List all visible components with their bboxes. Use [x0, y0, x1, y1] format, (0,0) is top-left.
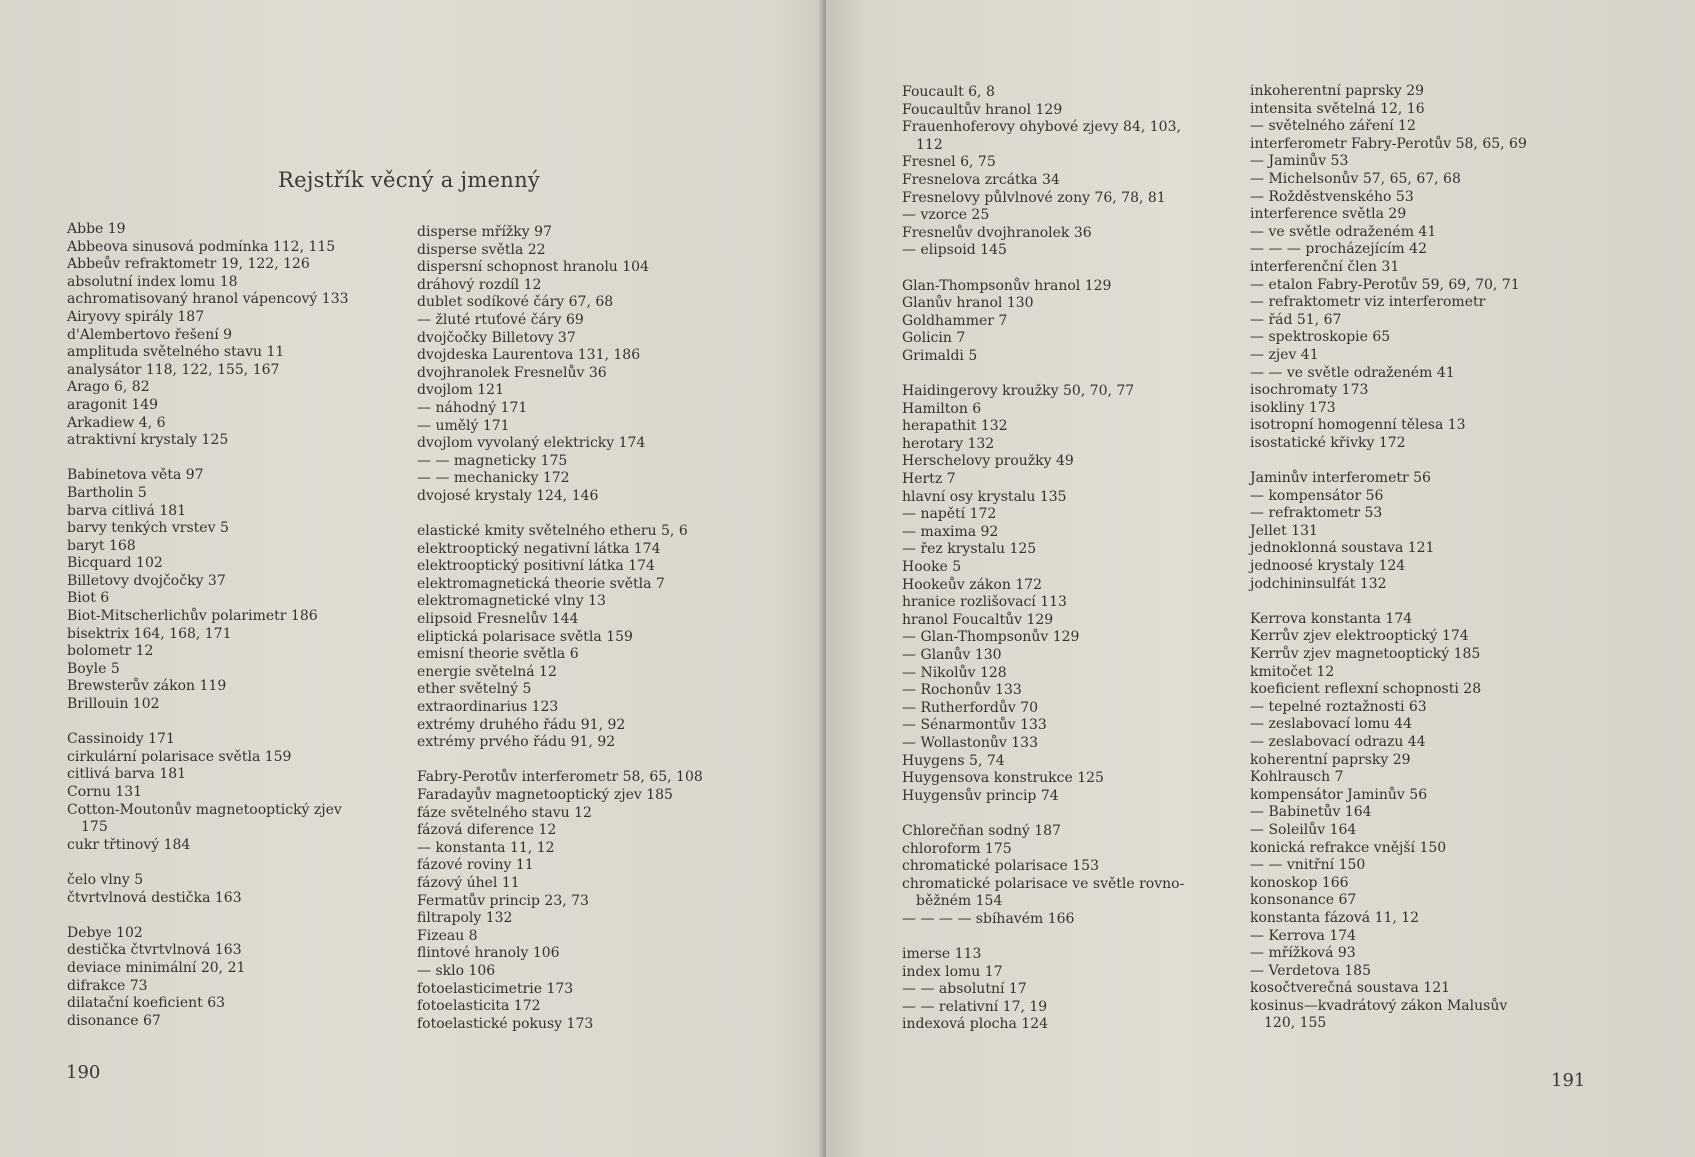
index-column-right-1 [902, 84, 1184, 1034]
index-entry: disperse světla 22 [417, 241, 546, 258]
index-entry: interferometr Fabry-Perotův 58, 65, 69 [1250, 135, 1527, 152]
index-entry: Bicquard 102 [67, 555, 163, 572]
index-entry: — ve světle odraženém 41 [1250, 223, 1437, 240]
index-entry: atraktivní krystaly 125 [67, 432, 229, 449]
index-entry: elektromagnetická theorie světla 7 [417, 575, 665, 592]
index-entry: Herschelovy proužky 49 [902, 453, 1074, 470]
index-entry: — žluté rtuťové čáry 69 [417, 311, 584, 328]
index-entry: — řez krystalu 125 [902, 541, 1037, 558]
index-entry: fázová diference 12 [417, 822, 557, 839]
index-entry: — Glan-Thompsonův 129 [902, 629, 1080, 646]
index-entry: achromatisovaný hranol vápencový 133 [67, 291, 349, 308]
index-entry: intensita světelná 12, 16 [1250, 100, 1425, 117]
index-entry: ether světelný 5 [417, 681, 532, 698]
index-entry: deviace minimální 20, 21 [67, 959, 246, 976]
index-entry: Kohlrausch 7 [1250, 769, 1344, 786]
index-column-left-2 [417, 224, 703, 1033]
index-entry: elipsoid Fresnelův 144 [417, 611, 579, 628]
index-entry: — refraktometr viz interferometr [1250, 294, 1486, 311]
index-entry: Biot-Mitscherlichův polarimetr 186 [67, 608, 318, 625]
index-entry: Fresnel 6, 75 [902, 154, 996, 171]
index-entry: elektrooptický negativní látka 174 [417, 540, 661, 557]
index-entry: jodchininsulfát 132 [1250, 575, 1387, 592]
index-entry: — Michelsonův 57, 65, 67, 68 [1250, 170, 1461, 187]
index-entry: Grimaldi 5 [902, 347, 978, 364]
index-entry: — — ve světle odraženém 41 [1250, 364, 1455, 381]
index-entry: fázové roviny 11 [417, 857, 534, 874]
index-entry: Jellet 131 [1250, 522, 1318, 539]
index-entry: indexová plocha 124 [902, 1016, 1049, 1033]
index-entry: — Rochonův 133 [902, 682, 1022, 699]
index-entry: barvy tenkých vrstev 5 [67, 520, 229, 537]
index-entry: Abbe 19 [67, 221, 126, 237]
index-entry: disperse mřížky 97 [417, 224, 552, 240]
index-entry: inkoherentní paprsky 29 [1250, 83, 1425, 99]
index-entry: — řád 51, 67 [1250, 311, 1342, 328]
index-entry: — světelného záření 12 [1250, 118, 1416, 135]
index-entry: Frauenhoferovy ohybové zjevy 84, 103, [902, 119, 1181, 136]
entry-gap [417, 752, 703, 770]
index-entry: Foucaultův hranol 129 [902, 101, 1063, 118]
index-entry: amplituda světelného stavu 11 [67, 344, 285, 361]
index-entry: konoskop 166 [1250, 874, 1349, 891]
index-entry: Goldhammer 7 [902, 312, 1008, 329]
index-entry: — Glanův 130 [902, 647, 1002, 663]
index-entry: Abbeova sinusová podmínka 112, 115 [67, 238, 336, 255]
index-entry: Fermatův princip 23, 73 [417, 892, 589, 909]
index-entry: dvojčočky Billetovy 37 [417, 329, 576, 346]
index-entry: dispersní schopnost hranolu 104 [417, 259, 649, 276]
index-entry: barva citlivá 181 [67, 502, 187, 519]
index-entry: Hooke 5 [902, 559, 962, 576]
index-entry: čelo vlny 5 [67, 871, 144, 888]
index-entry: emisní theorie světla 6 [417, 646, 579, 663]
index-entry: Haidingerovy kroužky 50, 70, 77 [902, 383, 1135, 400]
index-entry: disonance 67 [67, 1012, 161, 1029]
index-entry: Airyovy spirály 187 [67, 308, 205, 325]
index-entry: — zeslabovací lomu 44 [1250, 716, 1412, 733]
index-entry: dilatační koeficient 63 [67, 995, 226, 1012]
index-entry: Kerrův zjev elektrooptický 174 [1250, 628, 1469, 645]
index-entry: Arkadiew 4, 6 [67, 414, 166, 431]
index-entry: herotary 132 [902, 435, 995, 452]
entry-gap [1250, 452, 1527, 470]
index-entry: Glanův hranol 130 [902, 295, 1034, 312]
index-entry: Brewsterův zákon 119 [67, 678, 227, 695]
index-entry: Kerrův zjev magnetooptický 185 [1250, 646, 1481, 662]
index-entry: Fizeau 8 [417, 927, 478, 944]
index-entry: extrémy prvého řádu 91, 92 [417, 734, 616, 751]
page-number-left: 190 [66, 1062, 101, 1083]
index-entry: elektromagnetické vlny 13 [417, 593, 606, 610]
index-entry: Fresnelovy půlvlnové zony 76, 78, 81 [902, 189, 1166, 206]
index-entry: — Rutherfordův 70 [902, 699, 1039, 716]
index-entry: — Sénarmontův 133 [902, 717, 1047, 734]
index-entry: kosinus—kvadrátový zákon Malusův [1250, 997, 1508, 1014]
index-entry: — Babinetův 164 [1250, 804, 1372, 821]
index-entry: koeficient reflexní schopnosti 28 [1250, 681, 1482, 698]
index-entry: Fabry-Perotův interferometr 58, 65, 108 [417, 769, 703, 786]
index-column-left-1 [67, 221, 349, 1030]
index-entry: dvojhranolek Fresnelův 36 [417, 364, 607, 381]
index-entry: interferenční člen 31 [1250, 258, 1400, 275]
index-entry: Cotton-Moutonův magnetooptický zjev [67, 801, 342, 818]
index-entry: isochromaty 173 [1250, 382, 1369, 399]
index-entry: Arago 6, 82 [67, 379, 150, 396]
entry-gap [67, 714, 349, 732]
index-entry: Chlorečňan sodný 187 [902, 822, 1061, 839]
index-entry: — Verdetova 185 [1250, 962, 1371, 979]
index-entry: kmitočet 12 [1250, 663, 1335, 680]
index-entry: — — vnitřní 150 [1250, 857, 1366, 874]
index-entry: — zjev 41 [1250, 346, 1319, 363]
index-entry: isokliny 173 [1250, 399, 1336, 416]
index-entry: flintové hranoly 106 [417, 945, 560, 962]
index-entry: — sklo 106 [417, 962, 496, 979]
right-page [826, 0, 1695, 1157]
index-entry: čtvrtvlnová destička 163 [67, 889, 242, 906]
entry-gap [67, 450, 349, 468]
index-entry: extraordinarius 123 [417, 699, 559, 716]
index-entry: Kerrova konstanta 174 [1250, 610, 1413, 627]
index-entry: — — — procházejícím 42 [1250, 241, 1427, 258]
index-entry: jednoklonná soustava 121 [1250, 540, 1435, 557]
index-entry: Brillouin 102 [67, 696, 160, 713]
index-entry: — etalon Fabry-Perotův 59, 69, 70, 71 [1250, 276, 1520, 293]
index-entry: Golicin 7 [902, 330, 966, 347]
index-entry: — vzorce 25 [902, 207, 990, 224]
index-entry: — Jaminův 53 [1250, 153, 1349, 170]
index-entry: Fresnelova zrcátka 34 [902, 171, 1060, 188]
index-entry: Foucault 6, 8 [902, 84, 995, 100]
index-entry: cukr třtinový 184 [67, 836, 191, 853]
index-entry: Hookeův zákon 172 [902, 576, 1043, 593]
index-entry: interference světla 29 [1250, 206, 1407, 223]
index-entry: elastické kmity světelného etheru 5, 6 [417, 523, 688, 540]
index-entry: dvojlom vyvolaný elektricky 174 [417, 435, 646, 452]
index-title: Rejstřík věcný a jmenný [278, 168, 541, 192]
index-entry: fotoelasticimetrie 173 [417, 980, 574, 997]
entry-gap [902, 929, 1184, 947]
index-entry: — konstanta 11, 12 [417, 839, 555, 856]
index-entry: bolometr 12 [67, 643, 154, 660]
entry-gap [1250, 593, 1527, 611]
index-entry: Jaminův interferometr 56 [1250, 470, 1431, 487]
index-entry: — zeslabovací odrazu 44 [1250, 733, 1426, 750]
index-entry: chloroform 175 [902, 840, 1012, 857]
index-entry: — — — — sbíhavém 166 [902, 910, 1075, 927]
index-entry: — Wollastonův 133 [902, 734, 1038, 751]
index-entry: citlivá barva 181 [67, 766, 187, 783]
index-entry: analysátor 118, 122, 155, 167 [67, 361, 280, 378]
index-entry: Fresnelův dvojhranolek 36 [902, 224, 1092, 241]
index-entry: Billetovy dvojčočky 37 [67, 572, 226, 589]
index-entry: — spektroskopie 65 [1250, 329, 1391, 346]
index-entry: filtrapoly 132 [417, 910, 513, 927]
index-entry: — Kerrova 174 [1250, 927, 1357, 944]
index-entry: hlavní osy krystalu 135 [902, 488, 1067, 505]
index-entry: baryt 168 [67, 537, 136, 554]
index-entry: běžném 154 [916, 893, 1003, 910]
left-page [0, 0, 835, 1157]
index-entry: dráhový rozdíl 12 [417, 276, 542, 293]
index-entry: — refraktometr 53 [1250, 505, 1383, 522]
index-entry: Hamilton 6 [902, 400, 982, 417]
index-entry: Debye 102 [67, 924, 143, 941]
index-entry: — — absolutní 17 [902, 981, 1027, 998]
index-entry: Glan-Thompsonův hranol 129 [902, 277, 1112, 294]
index-entry: — tepelné roztažnosti 63 [1250, 698, 1427, 715]
index-entry: 120, 155 [1264, 1015, 1327, 1032]
index-entry: index lomu 17 [902, 963, 1003, 980]
index-entry: destička čtvrtvlnová 163 [67, 942, 242, 959]
index-entry: — mřížková 93 [1250, 945, 1356, 962]
index-entry: Hertz 7 [902, 471, 956, 488]
index-entry: Huygens 5, 74 [902, 752, 1005, 769]
index-entry: chromatické polarisace 153 [902, 858, 1099, 875]
index-entry: hranice rozlišovací 113 [902, 594, 1067, 611]
index-entry: bisektrix 164, 168, 171 [67, 625, 232, 642]
index-entry: isotropní homogenní tělesa 13 [1250, 417, 1466, 434]
index-entry: fázový úhel 11 [417, 874, 520, 891]
index-entry: jednoosé krystaly 124 [1250, 558, 1406, 575]
index-entry: konstanta fázová 11, 12 [1250, 909, 1420, 926]
index-entry: konsonance 67 [1250, 892, 1357, 909]
index-entry: Biot 6 [67, 590, 110, 607]
index-entry: Bartholin 5 [67, 484, 147, 501]
index-entry: — elipsoid 145 [902, 242, 1007, 259]
index-entry: hranol Foucaltův 129 [902, 611, 1054, 628]
index-entry: energie světelná 12 [417, 663, 557, 680]
index-entry: eliptická polarisace světla 159 [417, 628, 633, 645]
index-entry: — kompensátor 56 [1250, 487, 1384, 504]
index-entry: elektrooptický positivní látka 174 [417, 558, 655, 575]
index-entry: kosočtverečná soustava 121 [1250, 980, 1451, 997]
entry-gap [902, 366, 1184, 384]
index-entry: Boyle 5 [67, 660, 120, 677]
index-entry: Babinetova věta 97 [67, 467, 204, 484]
index-entry: — maxima 92 [902, 523, 999, 540]
index-entry: dublet sodíkové čáry 67, 68 [417, 294, 614, 311]
index-entry: d'Alembertovo řešení 9 [67, 326, 233, 343]
index-entry: kompensátor Jaminův 56 [1250, 786, 1428, 803]
index-entry: extrémy druhého řádu 91, 92 [417, 716, 626, 733]
entry-gap [417, 506, 703, 524]
index-entry: herapathit 132 [902, 418, 1008, 435]
index-entry: dvojosé krystaly 124, 146 [417, 487, 599, 504]
page-number-right: 191 [1551, 1070, 1586, 1091]
index-entry: — Rožděstvenského 53 [1250, 188, 1414, 205]
index-entry: 175 [81, 819, 108, 836]
index-column-right-2 [1250, 83, 1527, 1033]
index-entry: imerse 113 [902, 946, 982, 963]
index-entry: Cornu 131 [67, 784, 143, 800]
index-entry: fotoelastické pokusy 173 [417, 1015, 594, 1032]
index-entry: fáze světelného stavu 12 [417, 804, 592, 821]
index-entry: Huygensova konstrukce 125 [902, 770, 1104, 787]
entry-gap [902, 805, 1184, 823]
index-entry: — — relativní 17, 19 [902, 998, 1048, 1015]
index-entry: — — magneticky 175 [417, 452, 568, 469]
index-entry: — umělý 171 [417, 417, 510, 434]
index-entry: — Nikolův 128 [902, 664, 1007, 681]
index-entry: cirkulární polarisace světla 159 [67, 748, 292, 765]
index-entry: — — mechanicky 172 [417, 470, 570, 487]
index-entry: dvojlom 121 [417, 382, 504, 399]
index-entry: fotoelasticita 172 [417, 998, 541, 1015]
index-entry: 112 [916, 136, 943, 153]
entry-gap [67, 907, 349, 925]
index-entry: konická refrakce vnější 150 [1250, 839, 1447, 856]
index-entry: koherentní paprsky 29 [1250, 751, 1411, 768]
index-entry: — napětí 172 [902, 506, 997, 523]
index-entry: — Soleilův 164 [1250, 821, 1357, 838]
index-entry: Faradayův magnetooptický zjev 185 [417, 787, 673, 803]
index-entry: — náhodný 171 [417, 399, 528, 416]
index-entry: Cassinoidy 171 [67, 731, 175, 748]
entry-gap [67, 854, 349, 872]
index-entry: Huygensův princip 74 [902, 787, 1059, 804]
index-entry: dvojdeska Laurentova 131, 186 [417, 347, 641, 364]
entry-gap [902, 260, 1184, 278]
index-entry: difrakce 73 [67, 977, 148, 994]
index-entry: chromatické polarisace ve světle rovno- [902, 875, 1185, 892]
index-entry: absolutní index lomu 18 [67, 273, 238, 290]
index-entry: aragonit 149 [67, 396, 159, 413]
index-entry: isostatické křivky 172 [1250, 434, 1406, 451]
index-entry: Abbeův refraktometr 19, 122, 126 [67, 256, 310, 273]
